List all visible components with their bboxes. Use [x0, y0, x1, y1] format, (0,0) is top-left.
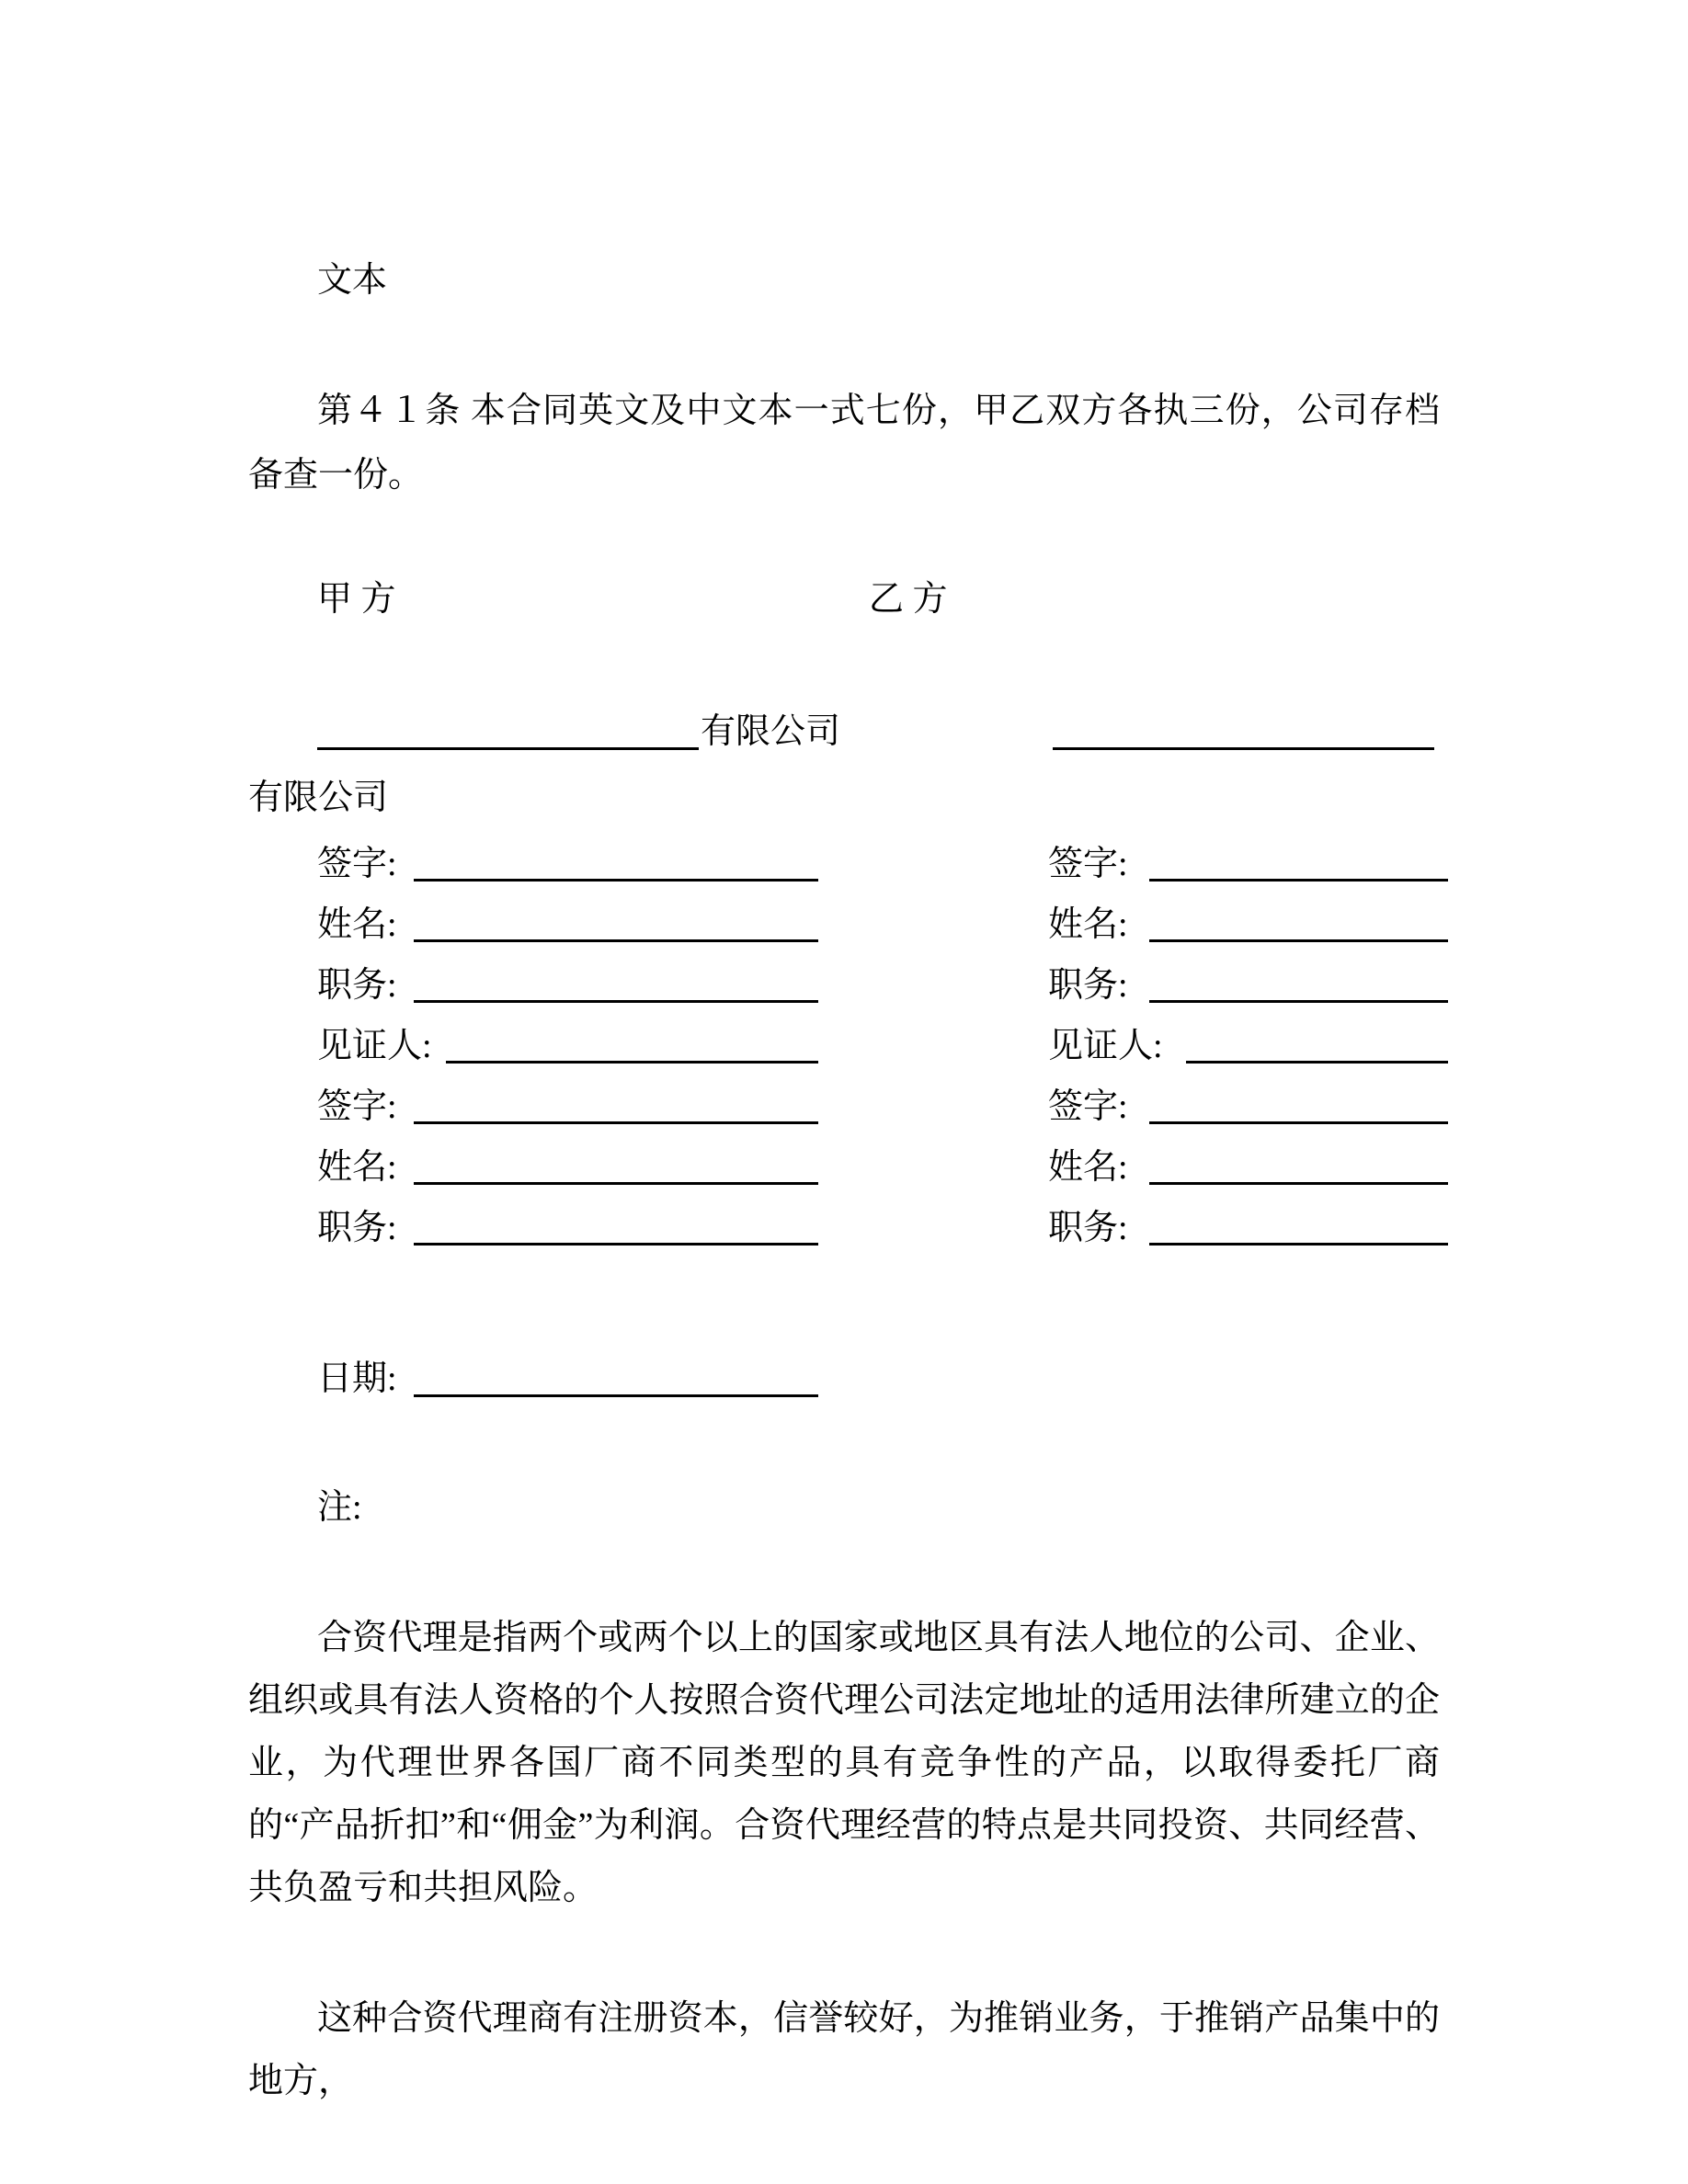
signature-block — [248, 834, 1440, 1258]
signature-blank-line — [414, 955, 818, 1003]
signature-label: 职务: — [317, 1209, 397, 1247]
signature-label: 姓名: — [1048, 905, 1128, 944]
signature-row — [248, 1198, 1440, 1258]
section-title: 文本 — [317, 261, 388, 300]
date-row — [248, 1348, 1440, 1410]
signature-blank-line — [414, 834, 818, 882]
party-b-company-suffix-wrapped: 有限公司 — [248, 779, 389, 817]
signature-blank-line — [446, 1016, 818, 1064]
signature-blank-line — [1149, 1198, 1448, 1246]
signature-row — [248, 834, 1440, 894]
party-a-heading: 甲 方 — [317, 580, 396, 619]
document-content — [248, 0, 1440, 2112]
signature-label: 姓名: — [1048, 1148, 1128, 1187]
company-name-row — [248, 700, 1440, 763]
signature-row — [248, 894, 1440, 955]
signature-blank-line — [414, 894, 818, 942]
party-headings-row — [248, 568, 1440, 631]
party-a-company-suffix: 有限公司 — [701, 712, 841, 751]
signature-blank-line — [1149, 1137, 1448, 1185]
signature-label: 职务: — [1048, 1209, 1128, 1247]
signature-label: 见证人: — [1048, 1027, 1163, 1065]
signature-label: 见证人: — [317, 1027, 432, 1065]
signature-label: 姓名: — [317, 905, 397, 944]
signature-blank-line — [1149, 1076, 1448, 1124]
party-a-company-blank-line — [317, 700, 699, 750]
signature-row — [248, 1076, 1440, 1137]
signature-blank-line — [414, 1076, 818, 1124]
signature-label: 姓名: — [317, 1148, 397, 1187]
note-paragraph: 合资代理是指两个或两个以上的国家或地区具有法人地位的公司、企业、组织或具有法人资格的个人按照合资代理公司法定地址的适用法律所建立的企业，为代理世界各国厂商不同类型的具有竞争性的产品，以取得委托厂商的“产品折扣”和“佣金”为利润。合资代理经营的特点是共同投资、共同经营、共负盈亏和共担风险。 — [248, 1619, 1440, 1907]
date-label: 日期: — [317, 1359, 397, 1398]
note-heading: 注: — [317, 1488, 362, 1527]
signature-row-witness — [248, 1016, 1440, 1076]
signature-blank-line — [1149, 955, 1448, 1003]
party-b-company-blank-line — [1053, 700, 1434, 750]
signature-blank-line — [1186, 1016, 1448, 1064]
signature-blank-line — [414, 1198, 818, 1246]
signature-label: 职务: — [317, 966, 397, 1005]
signature-blank-line — [1149, 894, 1448, 942]
signature-label: 签字: — [1048, 845, 1128, 883]
signature-row — [248, 955, 1440, 1016]
signature-label: 签字: — [1048, 1087, 1128, 1126]
signature-label: 签字: — [317, 1087, 397, 1126]
signature-label: 职务: — [1048, 966, 1128, 1005]
clause-41-paragraph: 第４１条 本合同英文及中文本一式七份，甲乙双方各执三份，公司存档备查一份。 — [248, 392, 1440, 495]
note-paragraph: 这种合资代理商有注册资本，信誉较好，为推销业务，于推销产品集中的地方， — [248, 1999, 1440, 2100]
signature-blank-line — [1149, 834, 1448, 882]
signature-label: 签字: — [317, 845, 397, 883]
party-b-heading: 乙 方 — [869, 580, 948, 619]
signature-row — [248, 1137, 1440, 1198]
signature-blank-line — [414, 1137, 818, 1185]
date-blank-line — [414, 1348, 818, 1397]
